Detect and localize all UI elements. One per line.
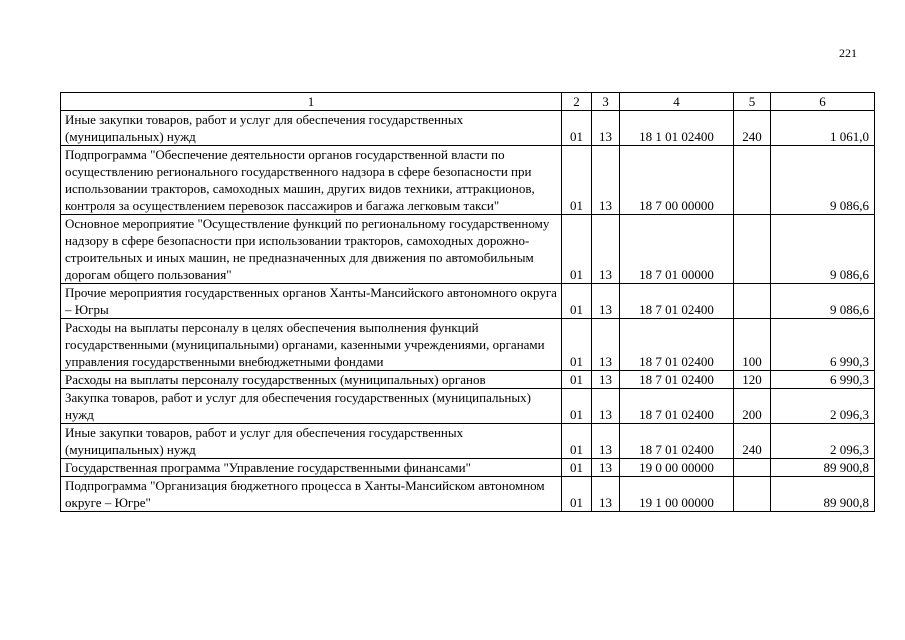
header-col-6: 6 [771, 93, 875, 111]
table-row [61, 371, 875, 389]
row-subsection: 13 [592, 459, 620, 477]
row-section: 01 [562, 459, 592, 477]
row-name: Расходы на выплаты персоналу в целях обеспечения выполнения функций государственными (муниципальными) органами, казенными учреждениями, органами управления государственными внебюджетными фондами [61, 319, 562, 371]
table-row [61, 319, 875, 371]
budget-table [60, 92, 875, 512]
row-expense-type [734, 146, 771, 215]
row-name: Подпрограмма "Организация бюджетного процесса в Ханты-Мансийском автономном округе – Югре" [61, 477, 562, 512]
table-header-row [61, 93, 875, 111]
header-col-2: 2 [562, 93, 592, 111]
row-name: Прочие мероприятия государственных органов Ханты-Мансийского автономного округа – Югры [61, 284, 562, 319]
row-amount: 9 086,6 [771, 215, 875, 284]
row-section: 01 [562, 284, 592, 319]
row-expense-type: 100 [734, 319, 771, 371]
row-expense-type [734, 477, 771, 512]
row-name: Закупка товаров, работ и услуг для обеспечения государственных (муниципальных) нужд [61, 389, 562, 424]
row-expense-type [734, 284, 771, 319]
row-expense-type [734, 459, 771, 477]
row-amount: 2 096,3 [771, 389, 875, 424]
row-amount: 2 096,3 [771, 424, 875, 459]
row-expense-type: 240 [734, 111, 771, 146]
row-section: 01 [562, 477, 592, 512]
row-name: Расходы на выплаты персоналу государственных (муниципальных) органов [61, 371, 562, 389]
row-target-code: 18 7 00 00000 [620, 146, 734, 215]
table-row [61, 389, 875, 424]
row-subsection: 13 [592, 424, 620, 459]
row-name: Иные закупки товаров, работ и услуг для обеспечения государственных (муниципальных) нужд [61, 111, 562, 146]
table-row [61, 215, 875, 284]
table-row [61, 459, 875, 477]
row-amount: 9 086,6 [771, 146, 875, 215]
row-subsection: 13 [592, 111, 620, 146]
row-section: 01 [562, 111, 592, 146]
row-section: 01 [562, 389, 592, 424]
row-target-code: 18 7 01 02400 [620, 424, 734, 459]
row-expense-type: 240 [734, 424, 771, 459]
row-amount: 9 086,6 [771, 284, 875, 319]
row-name: Подпрограмма "Обеспечение деятельности органов государственной власти по осуществлению регионального государственного надзора в сфере безопасности при использовании тракторов, самоходных машин, других видов техники, аттракционов, контроля за осуществлением перевозок пассажиров и багажа легковым такси" [61, 146, 562, 215]
header-col-5: 5 [734, 93, 771, 111]
row-target-code: 18 1 01 02400 [620, 111, 734, 146]
row-subsection: 13 [592, 146, 620, 215]
row-section: 01 [562, 319, 592, 371]
row-amount: 6 990,3 [771, 319, 875, 371]
row-target-code: 19 1 00 00000 [620, 477, 734, 512]
row-subsection: 13 [592, 477, 620, 512]
row-target-code: 18 7 01 02400 [620, 371, 734, 389]
row-expense-type [734, 215, 771, 284]
row-amount: 1 061,0 [771, 111, 875, 146]
row-name: Иные закупки товаров, работ и услуг для обеспечения государственных (муниципальных) нужд [61, 424, 562, 459]
table-row [61, 424, 875, 459]
row-subsection: 13 [592, 319, 620, 371]
header-col-3: 3 [592, 93, 620, 111]
row-section: 01 [562, 371, 592, 389]
table-row [61, 111, 875, 146]
row-subsection: 13 [592, 215, 620, 284]
row-amount: 89 900,8 [771, 477, 875, 512]
row-amount: 89 900,8 [771, 459, 875, 477]
row-expense-type: 200 [734, 389, 771, 424]
row-target-code: 18 7 01 02400 [620, 389, 734, 424]
row-expense-type: 120 [734, 371, 771, 389]
row-name: Основное мероприятие "Осуществление функций по региональному государственному надзору в сфере безопасности при использовании тракторов, самоходных дорожно-строительных и иных машин, не предназначенных для движения по автомобильным дорогам общего пользования" [61, 215, 562, 284]
row-name: Государственная программа "Управление государственными финансами" [61, 459, 562, 477]
table-row [61, 477, 875, 512]
row-target-code: 18 7 01 02400 [620, 319, 734, 371]
row-amount: 6 990,3 [771, 371, 875, 389]
row-subsection: 13 [592, 371, 620, 389]
header-col-1: 1 [61, 93, 562, 111]
table-row [61, 284, 875, 319]
row-section: 01 [562, 146, 592, 215]
row-target-code: 19 0 00 00000 [620, 459, 734, 477]
table-row [61, 146, 875, 215]
header-col-4: 4 [620, 93, 734, 111]
row-target-code: 18 7 01 00000 [620, 215, 734, 284]
row-section: 01 [562, 424, 592, 459]
row-subsection: 13 [592, 389, 620, 424]
page-number: 221 [839, 46, 857, 60]
row-section: 01 [562, 215, 592, 284]
row-subsection: 13 [592, 284, 620, 319]
row-target-code: 18 7 01 02400 [620, 284, 734, 319]
